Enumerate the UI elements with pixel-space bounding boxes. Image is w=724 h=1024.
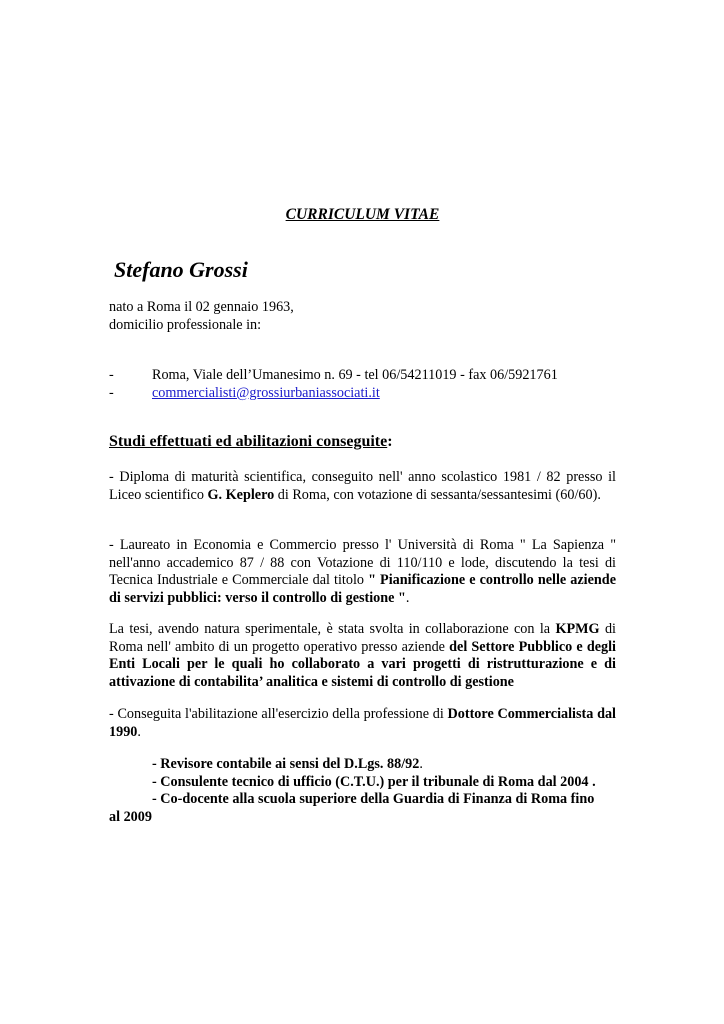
text-run: . bbox=[137, 723, 141, 740]
text-run: . bbox=[405, 589, 410, 606]
section-heading-colon: : bbox=[387, 433, 393, 450]
paragraph-qualification bbox=[109, 706, 616, 741]
document-title: CURRICULUM VITAE bbox=[285, 206, 440, 223]
list-item: - Co-docente alla scuola superiore della Guardia di Finanza di Roma fino bbox=[152, 791, 595, 807]
email-link[interactable]: commercialisti@grossiurbaniassociati.it bbox=[152, 384, 380, 401]
birth-info bbox=[109, 299, 294, 334]
paragraph-diploma bbox=[109, 469, 616, 504]
list-item-text: - Consulente tecnico di ufficio (C.T.U.) per il tribunale di Roma dal 2004 . bbox=[152, 773, 596, 790]
list-item bbox=[109, 756, 616, 774]
list-item-suffix: . bbox=[419, 756, 423, 772]
paragraph-thesis bbox=[109, 621, 616, 691]
thesis-title: " Pianificazione e controllo nelle aziende di servizi pubblici: verso il controllo di gestione " bbox=[109, 572, 616, 606]
birth-line: nato a Roma il 02 gennaio 1963, bbox=[109, 299, 294, 315]
text-run: di Roma nell' ambito di un progetto operativo presso aziende bbox=[109, 621, 616, 655]
text-run: - Conseguita l'abilitazione all'esercizio della professione di bbox=[109, 706, 448, 722]
text-run: La tesi, avendo natura sperimentale, è stata svolta in collaborazione con la bbox=[109, 621, 556, 637]
list-item bbox=[109, 774, 616, 792]
list-item-text: - Revisore contabile ai sensi del D.Lgs. 88/92 bbox=[152, 756, 420, 772]
address-text: Roma, Viale dell’Umanesimo n. 69 - tel 06/54211019 - fax 06/5921761 bbox=[152, 367, 558, 383]
person-name: Stefano Grossi bbox=[114, 257, 248, 282]
paragraph-degree bbox=[109, 537, 616, 607]
list-item-continuation: al 2009 bbox=[109, 808, 152, 825]
list-dash: - bbox=[109, 367, 114, 383]
contact-email bbox=[109, 385, 616, 403]
section-heading bbox=[109, 433, 393, 451]
section-heading-text: Studi effettuati ed abilitazioni conseguite bbox=[109, 433, 388, 450]
domicile-line: domicilio professionale in: bbox=[109, 316, 262, 333]
contact-address bbox=[109, 367, 616, 385]
text-run: - Laureato in Economia e Commercio presso l' Università di Roma " La Sapienza " nell'anno accademico 87 / 88 con Votazione di 110/110 e lode, discutendo la tesi di Tecnica Industriale e Commerciale dal titolo bbox=[109, 537, 616, 588]
thesis-scope: del Settore Pubblico e degli Enti Locali per le quali ho collaborato a vari progetti di ristrutturazione e di attivazione di contabilita’ analitica e sistemi di controllo di gestione bbox=[109, 638, 616, 690]
list-dash: - bbox=[109, 384, 114, 401]
text-run: - Diploma di maturità scientifica, conseguito nell' anno scolastico 1981 / 82 presso il Liceo scientifico bbox=[109, 469, 616, 503]
qualification-title: Dottore Commercialista dal 1990 bbox=[109, 706, 616, 740]
text-run: di Roma, con votazione di sessanta/sessantesimi (60/60). bbox=[274, 486, 601, 503]
school-name: G. Keplero bbox=[207, 486, 275, 503]
contact-list bbox=[109, 367, 616, 402]
company-name: KPMG bbox=[555, 621, 600, 637]
qualification-list bbox=[109, 756, 616, 826]
